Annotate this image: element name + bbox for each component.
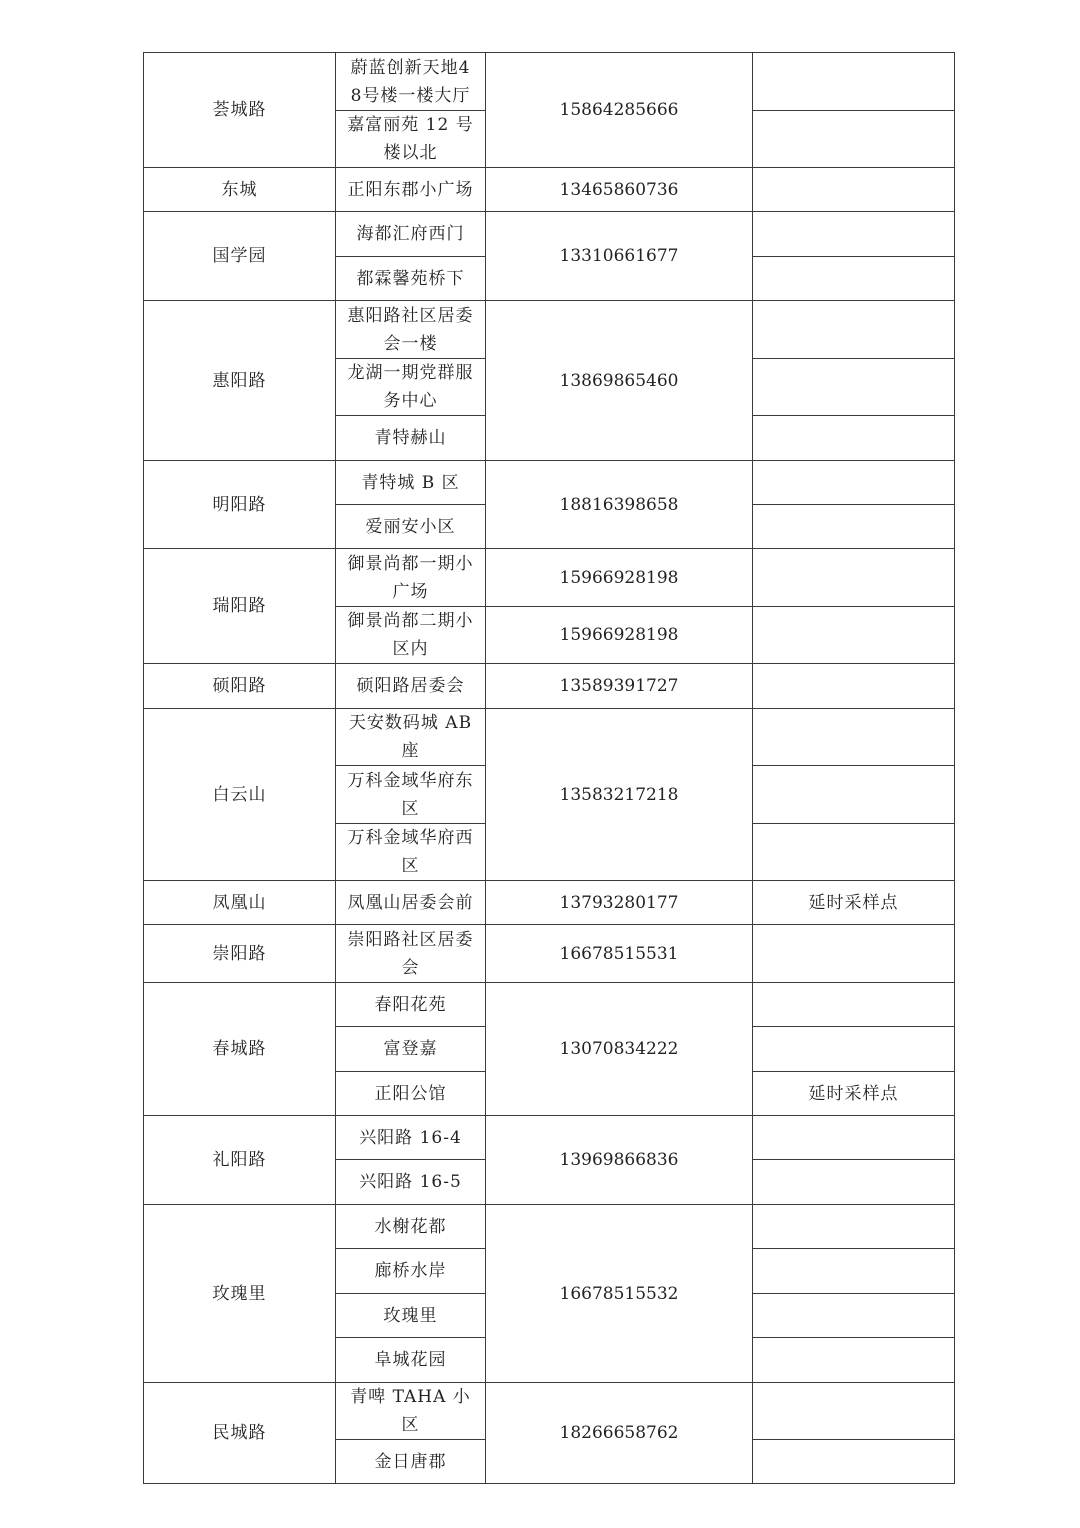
community-name-cell: 硕阳路 [144,664,336,709]
site-name-cell: 玫瑰里 [336,1294,486,1338]
site-name-cell: 万科金域华府东区 [336,766,486,824]
site-name-cell: 金日唐郡 [336,1440,486,1484]
table-row [144,983,955,1027]
community-name-cell: 国学园 [144,212,336,301]
site-name-cell: 水榭花都 [336,1205,486,1249]
site-name-cell: 富登嘉 [336,1027,486,1072]
table-row [144,1205,955,1249]
site-name-cell: 凤凰山居委会前 [336,881,486,925]
contact-phone-cell: 15864285666 [486,53,753,168]
contact-phone-cell: 13793280177 [486,881,753,925]
note-cell [753,257,955,301]
site-name-cell: 廊桥水岸 [336,1249,486,1294]
note-cell: 延时采样点 [753,1072,955,1116]
contact-phone-cell: 13465860736 [486,168,753,212]
table-row [144,301,955,359]
note-cell [753,212,955,257]
table-row [144,664,955,709]
site-name-cell: 正阳公馆 [336,1072,486,1116]
site-name-cell: 爱丽安小区 [336,505,486,549]
note-cell [753,53,955,111]
site-name-cell: 嘉富丽苑 12 号楼以北 [336,111,486,168]
note-cell [753,168,955,212]
table-row [144,461,955,505]
sampling-sites-table [143,52,955,1484]
contact-phone-cell: 15966928198 [486,549,753,607]
note-cell [753,1249,955,1294]
site-name-cell: 阜城花园 [336,1338,486,1383]
site-name-cell: 青特赫山 [336,416,486,461]
community-name-cell: 明阳路 [144,461,336,549]
contact-phone-cell: 16678515532 [486,1205,753,1383]
table-row [144,925,955,983]
community-name-cell: 崇阳路 [144,925,336,983]
note-cell [753,505,955,549]
contact-phone-cell: 13969866836 [486,1116,753,1205]
table-row [144,1116,955,1160]
site-name-cell: 兴阳路 16-5 [336,1160,486,1205]
community-name-cell: 荟城路 [144,53,336,168]
sampling-sites-table-wrapper [143,52,955,1484]
community-name-cell: 民城路 [144,1383,336,1484]
table-row [144,881,955,925]
community-name-cell: 礼阳路 [144,1116,336,1205]
contact-phone-cell: 13070834222 [486,983,753,1116]
note-cell [753,1116,955,1160]
site-name-cell: 惠阳路社区居委会一楼 [336,301,486,359]
note-cell [753,359,955,416]
site-name-cell: 天安数码城 AB 座 [336,709,486,766]
note-cell [753,1338,955,1383]
note-cell [753,1440,955,1484]
contact-phone-cell: 13583217218 [486,709,753,881]
note-cell [753,1294,955,1338]
table-row [144,549,955,607]
contact-phone-cell: 13310661677 [486,212,753,301]
site-name-cell: 崇阳路社区居委会 [336,925,486,983]
note-cell [753,664,955,709]
note-cell [753,766,955,824]
note-cell [753,1205,955,1249]
site-name-cell: 御景尚都一期小广场 [336,549,486,607]
table-row [144,212,955,257]
site-name-cell: 青特城 B 区 [336,461,486,505]
note-cell [753,925,955,983]
site-name-cell: 都霖馨苑桥下 [336,257,486,301]
table-row [144,53,955,111]
contact-phone-cell: 13589391727 [486,664,753,709]
note-cell [753,824,955,881]
community-name-cell: 白云山 [144,709,336,881]
contact-phone-cell: 18266658762 [486,1383,753,1484]
contact-phone-cell: 15966928198 [486,607,753,664]
note-cell [753,983,955,1027]
note-cell [753,416,955,461]
community-name-cell: 凤凰山 [144,881,336,925]
table-row [144,168,955,212]
note-cell [753,301,955,359]
note-cell [753,549,955,607]
note-cell [753,709,955,766]
contact-phone-cell: 16678515531 [486,925,753,983]
site-name-cell: 青啤 TAHA 小区 [336,1383,486,1440]
community-name-cell: 瑞阳路 [144,549,336,664]
note-cell [753,461,955,505]
table-row [144,1383,955,1440]
site-name-cell: 御景尚都二期小区内 [336,607,486,664]
site-name-cell: 正阳东郡小广场 [336,168,486,212]
contact-phone-cell: 18816398658 [486,461,753,549]
site-name-cell: 海都汇府西门 [336,212,486,257]
note-cell [753,111,955,168]
site-name-cell: 春阳花苑 [336,983,486,1027]
community-name-cell: 惠阳路 [144,301,336,461]
site-name-cell: 万科金域华府西区 [336,824,486,881]
note-cell [753,1027,955,1072]
note-cell: 延时采样点 [753,881,955,925]
note-cell [753,1383,955,1440]
contact-phone-cell: 13869865460 [486,301,753,461]
site-name-cell: 龙湖一期党群服务中心 [336,359,486,416]
site-name-cell: 兴阳路 16-4 [336,1116,486,1160]
site-name-cell: 蔚蓝创新天地48号楼一楼大厅 [336,53,486,111]
community-name-cell: 春城路 [144,983,336,1116]
community-name-cell: 玫瑰里 [144,1205,336,1383]
table-row [144,709,955,766]
note-cell [753,1160,955,1205]
community-name-cell: 东城 [144,168,336,212]
site-name-cell: 硕阳路居委会 [336,664,486,709]
note-cell [753,607,955,664]
